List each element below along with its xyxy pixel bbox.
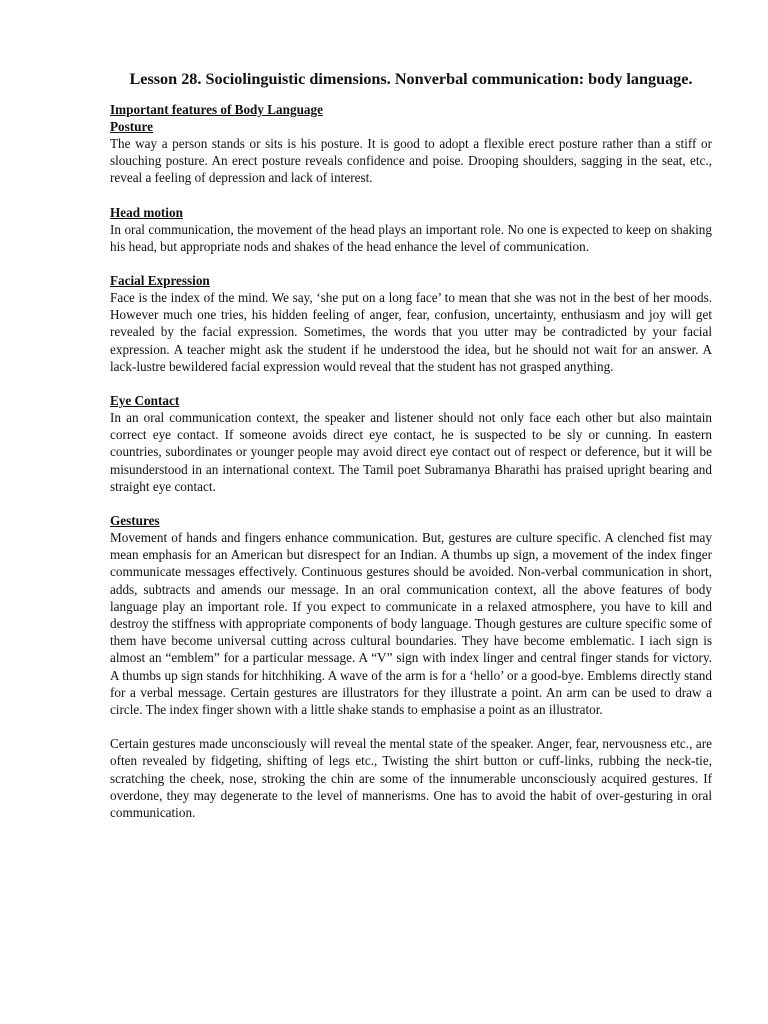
section-paragraph: Movement of hands and fingers enhance communication. But, gestures are culture specific. A clenched fist may mean emphasis for an American but disrespect for an Indian. A thumbs up sign, a movement of the index finger communicate messages effectively. Continuous gestures should be avoided. Non-verbal communication in short, adds, subtracts and amends our message. In an oral communication context, all the above features of body language play an important role. If you expect to communicate in a relaxed atmosphere, you have to kill and destroy the stiffness with appropriate components of body language. Though gestures are culture specific some of them have become universal cutting across cultural boundaries. They have become emblematic. I iach sign is almost an “emblem” for a particular message. A “V” sign with index linger and central finger stands for victory. A thumbs up sign stands for hitchhiking. A wave of the arm is for a ‘hello’ or a good-bye. Emblems directly stand for a verbal message. Certain gestures are illustrators for they illustrate a point. An arm can be used to draw a circle. The index finger shown with a little shake stands to emphasise a point as an illustrator. [110,530,712,718]
section-heading: Gestures [110,513,160,529]
section-paragraph: In oral communication, the movement of the head plays an important role. No one is expected to keep on shaking his head, but appropriate nods and shakes of the head enhance the level of communication. [110,221,712,254]
section-paragraph: Face is the index of the mind. We say, ‘she put on a long face’ to mean that she was not in the best of her moods. However much one tries, his hidden feeling of anger, fear, confusion, uncertainty, enthusiasm and joy will get revealed by the facial expression. Sometimes, the words that you utter may be contradicted by your facial expression. A teacher might ask the student if he understood the idea, but he should not wait for an answer. A lack-lustre bewildered facial expression would reveal that the student has not grasped anything. [110,290,712,374]
closing-paragraph: Certain gestures made unconsciously will reveal the mental state of the speaker. Anger, fear, nervousness etc., are often revealed by fidgeting, shifting of legs etc., Twisting the shirt button or cuff-links, rubbing the neck-tie, scratching the cheek, nose, stroking the chin are some of the innumerable unconsciously acquired gestures. If overdone, they may degenerate to the level of mannerisms. One has to avoid the habit of over-gesturing in oral communication. [110,736,712,821]
document-page [110,70,712,821]
section-gestures [110,512,712,718]
section-eye-contact [110,392,712,495]
section-heading: Facial Expression [110,273,210,289]
section-heading: Eye Contact [110,393,180,409]
section-facial-expression [110,272,712,375]
section-posture [110,118,712,187]
section-heading: Posture [110,119,153,134]
section-heading: Head motion [110,204,183,220]
page-title: Lesson 28. Sociolinguistic dimensions. Nonverbal communication: body language. [129,70,693,88]
main-heading: Important features of Body Language [110,102,323,117]
section-paragraph: In an oral communication context, the speaker and listener should not only face each other but also maintain correct eye contact. If someone avoids direct eye contact, he is suspected to be sly or cunning. In eastern countries, subordinates or younger people may avoid direct eye contact out of respect or deference, but it will be misunderstood in an international context. The Tamil poet Subramanya Bharathi has praised upright bearing and straight eye contact. [110,410,712,494]
section-paragraph: The way a person stands or sits is his posture. It is good to adopt a flexible erect posture rather than a stiff or slouching posture. An erect posture reveals confidence and poise. Drooping shoulders, sagging in the seat, etc., reveal a feeling of depression and lack of interest. [110,136,712,186]
section-head-motion [110,204,712,255]
